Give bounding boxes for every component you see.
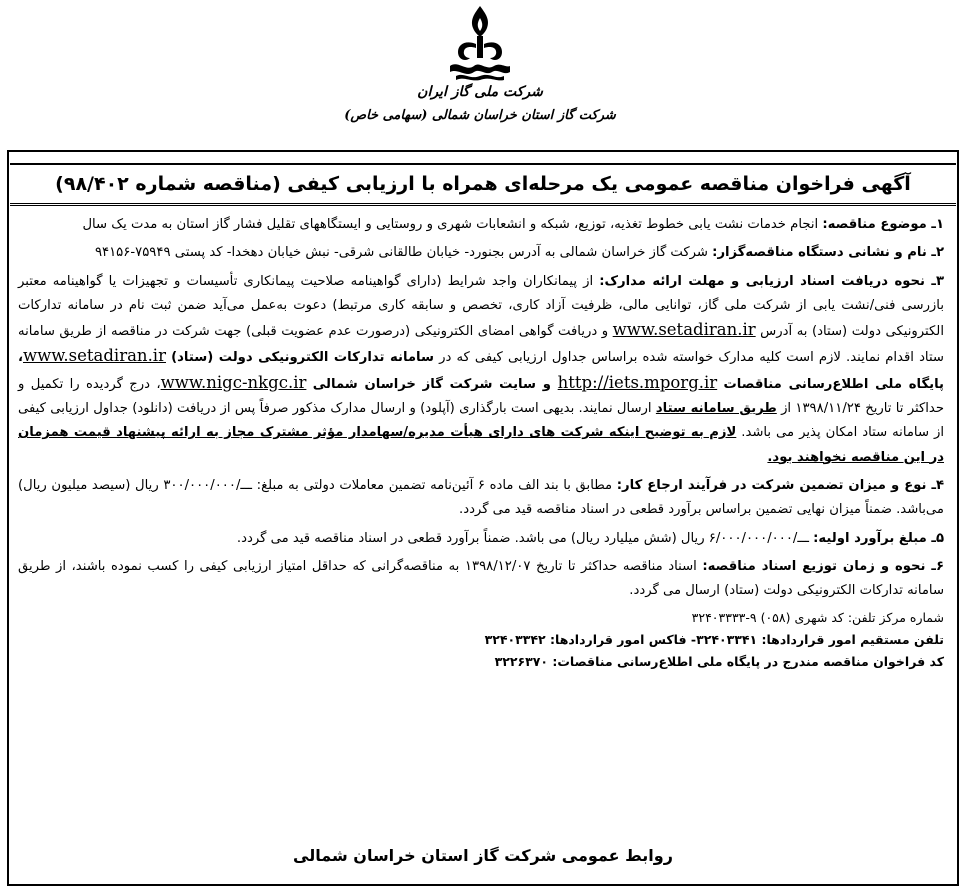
section-guarantee (18, 474, 944, 523)
title-box (10, 163, 956, 206)
section-3-text-2: و دریافت گواهی امضای الکترونیکی (درصورت عدم عضویت قبلی) جهت شرکت در مناقصه از طریق سامانه ستاد اقدام نمایند. لازم است کلیه مدارک خواسته شده براساس جداول ارزیابی کیفی که در (18, 324, 944, 366)
public-relations-signature: روابط عمومی شرکت گاز استان خراسان شمالی (293, 846, 673, 865)
phone-center: شماره مرکز تلفن: کد شهری (۰۵۸) ۹-۳۲۴۰۳۳۳۳ (691, 610, 944, 626)
section-3-text-4: ارسال نمایند. بدیهی است بارگذاری (آپلود) و ارسال مدارک مذکور صرفاً پس از دریافت (دانلود) جداول ارزیابی کیفی از سامانه ستاد امکان پذیر می باشد. (18, 401, 944, 441)
section-distribution (18, 555, 944, 604)
setadiran-link[interactable]: www.setadiran.ir (612, 320, 756, 340)
section-5-label: ۵ـ مبلغ برآورد اولیه: (813, 530, 944, 546)
iets-link[interactable]: http://iets.mporg.ir (557, 372, 718, 392)
setad-route-note: طریق سامانه ستاد (655, 401, 777, 417)
announcement-body (18, 213, 944, 673)
section-4-text: مطابق با بند الف ماده ۶ آئین‌نامه تضمین معاملات دولتی به مبلغ: ـــ/۳۰۰/۰۰۰/۰۰۰ ریال (سیصد میلیون ریال) می‌باشد. ضمناً میزان نهایی تضمین براساس برآورد قطعی در اسناد مناقصه قید می گردد. (18, 477, 944, 518)
contracts-phone-fax: تلفن مستقیم امور قراردادها: ۳۲۴۰۳۳۴۱- فاکس امور قراردادها: ۳۲۴۰۳۳۴۲ (484, 632, 944, 648)
section-organizer (18, 241, 944, 265)
nigc-flame-logo-icon (440, 4, 520, 82)
section-4-label: ۴ـ نوع و میزان تضمین شرکت در فرآیند ارجاع کار: (616, 477, 945, 493)
section-6-label: ۶ـ نحوه و زمان توزیع اسناد مناقصه: (702, 558, 944, 574)
announcement-title: آگهی فراخوان مناقصه عمومی یک مرحله‌ای همراه با ارزیابی کیفی (مناقصه شماره ۹۸/۴۰۲) (55, 173, 911, 195)
national-portal-name: ، پایگاه ملی اطلاع‌رسانی مناقصات (18, 350, 944, 392)
org-name: شرکت ملی گاز ایران (417, 84, 543, 100)
shared-board-note: لازم به توضیح اینکه شرکت های دارای هیأت مدیره/سهامدار مؤثر مشترک مجاز به ارائه پیشنهاد قیمت همزمان در این مناقصه نخواهند بود. (18, 425, 944, 465)
section-documents (18, 270, 944, 470)
tender-code: کد فراخوان مناقصه مندرج در پایگاه ملی اطلاع‌رسانی مناقصات: ۳۲۲۶۳۷۰ (494, 654, 944, 670)
section-6-text: اسناد مناقصه حداکثر تا تاریخ ۱۳۹۸/۱۲/۰۷ به مناقصه‌گرانی که حداقل امتیاز ارزیابی کیفی را کسب نموده باشند، از طریق سامانه تدارکات الکترونیکی دولت (ستاد) ارسال می گردد. (18, 558, 944, 599)
section-3-text-1: از پیمانکاران واجد شرایط (دارای گواهینامه صلاحیت پیمانکاری تأسیسات و تجهیزات یا گواهینامه معتبر بازرسی فنی/نشت یابی از شرکت ملی گاز، توانایی مالی، ظرفیت آزاد کاری، تخصص و سابقه کاری مرتبط) دعوت به‌عمل می‌آید ضمن ثبت نام در سامانه تدارکات الکترونیکی دولت (ستاد) به آدرس (18, 273, 944, 340)
section-1-text: انجام خدمات نشت یابی خطوط تغذیه، توزیع، شبکه و انشعابات شهری و روستایی و ایستگاههای تقلیل فشار گاز استان به مدت یک سال (82, 217, 823, 232)
company-site-link[interactable]: www.nigc-nkgc.ir (160, 372, 307, 392)
setad-system-name: سامانه تدارکات الکترونیکی دولت (ستاد) (171, 350, 434, 366)
section-3-text-3: ، درج گردیده را تکمیل و حداکثر تا تاریخ ۱۳۹۸/۱۱/۲۴ از (18, 376, 945, 417)
section-subject (18, 213, 944, 237)
company-site-name: و سایت شرکت گاز خراسان شمالی (312, 376, 558, 392)
section-2-text: شرکت گاز خراسان شمالی به آدرس بجنورد- خیابان طالقانی شرقی- نبش خیابان دهخدا- کد پستی ۷۵۹۴۹-۹۴۱۵۶ (94, 245, 713, 261)
section-2-label: ۲ـ نام و نشانی دستگاه مناقصه‌گزار: (712, 245, 944, 261)
section-3-label: ۳ـ نحوه دریافت اسناد ارزیابی و مهلت ارائه مدارک: (599, 273, 944, 289)
contact-info (18, 607, 944, 673)
section-5-text: ـــ/۶/۰۰۰/۰۰۰/۰۰۰ ریال (شش میلیارد ریال) می باشد. ضمناً برآورد قطعی در اسناد مناقصه قید می گردد. (236, 530, 814, 546)
section-1-label: ۱ـ موضوع مناقصه: (822, 217, 944, 232)
setadiran-link-2[interactable]: www.setadiran.ir (23, 346, 166, 366)
section-estimate (18, 527, 944, 551)
header-logo-area (330, 4, 630, 136)
subsidiary-name: شرکت گاز استان خراسان شمالی (سهامی خاص) (344, 108, 616, 123)
